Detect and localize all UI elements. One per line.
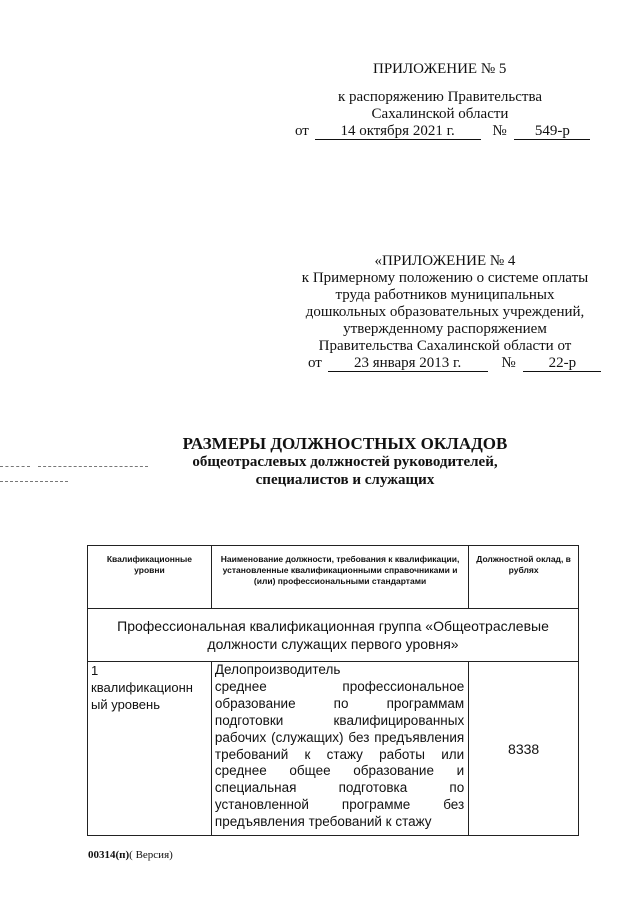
- table-row: [88, 662, 579, 836]
- group-row: [88, 609, 579, 662]
- scan-mark: [0, 466, 30, 467]
- appendix5-num-label: №: [492, 123, 507, 139]
- page-subtitle-line2: специалистов и служащих: [255, 472, 435, 488]
- document-code: 00314(п): [88, 849, 130, 861]
- salary-cell: 8338: [469, 662, 579, 836]
- salary-table: [87, 545, 579, 836]
- appendix5-line1: к распоряжению Правительства: [337, 89, 542, 105]
- appendix4-line5: Правительства Сахалинской области от: [318, 338, 572, 354]
- scan-mark: [38, 466, 148, 467]
- level-cell: [88, 662, 212, 836]
- position-name: Делопроизводитель: [214, 662, 341, 677]
- page-title: РАЗМЕРЫ ДОЛЖНОСТНЫХ ОКЛАДОВ: [182, 434, 508, 453]
- appendix5-line2: Сахалинской области: [371, 106, 509, 122]
- scan-mark: [0, 481, 68, 482]
- appendix4-line2: труда работников муниципальных: [335, 287, 555, 303]
- table-header-row: [88, 546, 579, 609]
- position-requirements: среднее профессиональное образование по программам подготовки квалифицированных рабочих (служащих) без предъявления требований к стажу работы или среднее общее образование и специальная подготовка по установленной программе без предъявления требований к стажу: [214, 678, 465, 830]
- appendix5-date: 14 октября 2021 г.: [315, 124, 481, 140]
- position-cell: [211, 662, 468, 836]
- header-qualification-levels: Квалификационные уровни: [88, 546, 212, 609]
- appendix4-date-line: [308, 354, 601, 372]
- appendix4-line4: утвержденному распоряжением: [343, 321, 547, 337]
- page-subtitle-line1: общеотраслевых должностей руководителей,: [192, 454, 498, 470]
- appendix5-date-line: [295, 122, 590, 140]
- professional-group: Профессиональная квалификационная группа «Общеотраслевые должности служащих первого уровня»: [88, 609, 579, 662]
- level-number: 1: [91, 663, 99, 678]
- appendix5-from-label: от: [295, 123, 309, 139]
- footer: [88, 849, 173, 861]
- appendix5-title: ПРИЛОЖЕНИЕ № 5: [373, 61, 507, 77]
- appendix5-number: 549-р: [514, 124, 590, 140]
- appendix4-line3: дошкольных образовательных учреждений,: [305, 304, 585, 320]
- level-text: квалификационн ый уровень: [91, 680, 193, 712]
- document-version: ( Версия): [129, 849, 173, 861]
- appendix4-from-label: от: [308, 355, 322, 371]
- appendix4-num-label: №: [501, 355, 516, 371]
- appendix4-title: «ПРИЛОЖЕНИЕ № 4: [374, 253, 516, 269]
- appendix4-date: 23 января 2013 г.: [328, 356, 488, 372]
- header-salary: Должностной оклад, в рублях: [469, 546, 579, 609]
- header-position-name: Наименование должности, требования к квалификации, установленные квалификационными справочниками и (или) профессиональными стандартами: [211, 546, 468, 609]
- appendix4-line1: к Примерному положению о системе оплаты: [301, 270, 589, 286]
- appendix4-number: 22-р: [523, 356, 601, 372]
